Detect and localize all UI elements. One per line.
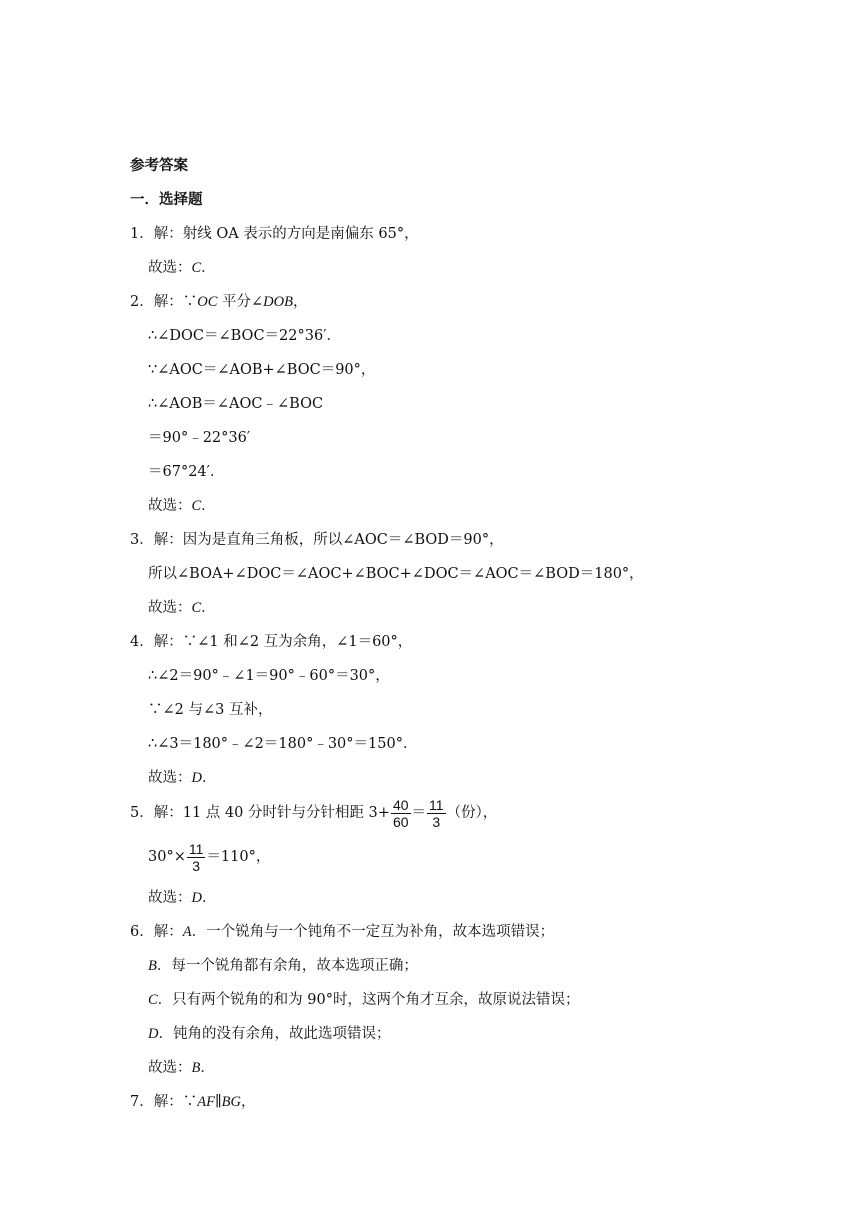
q4-line-4: ∴∠3＝180°﹣∠2＝180°﹣30°＝150°． — [148, 736, 418, 752]
fraction-40-60: $\frac{40}{60}$ — [392, 796, 409, 830]
q2-line-5: ＝90°﹣22°36′ — [148, 430, 251, 446]
fraction-11-3-second: $\frac{11}{3}$ — [188, 840, 204, 874]
q2-answer: 故选：C． — [148, 498, 216, 514]
q3-line-2: 所以∠BOA+∠DOC＝∠AOC+∠BOC+∠DOC＝∠AOC＝∠BOD＝180°， — [148, 566, 644, 582]
q6-line-4: D．钝角的没有余角，故此选项错误； — [148, 1026, 391, 1042]
section-title: 一．选择题 — [130, 191, 203, 208]
q4-line-2: ∴∠2＝90°﹣∠1＝90°﹣60°＝30°， — [148, 668, 390, 684]
q2-line-1: 2．解：∵OC 平分∠DOB， — [130, 294, 308, 310]
q6-answer: 故选：B． — [148, 1060, 215, 1076]
q3-answer: 故选：C． — [148, 600, 216, 616]
q5-line-2: 30°× $\frac{11}{3}$ ＝110°， — [148, 840, 271, 874]
fraction-11-3: $\frac{11}{3}$ — [429, 796, 444, 830]
q2-line-3: ∵∠AOC＝∠AOB+∠BOC＝90°， — [148, 362, 376, 378]
q2-line-4: ∴∠AOB＝∠AOC﹣∠BOC — [148, 396, 324, 412]
q6-line-2: B．每一个锐角都有余角，故本选项正确； — [148, 958, 418, 974]
q3-line-1: 3．解：因为是直角三角板，所以∠AOC＝∠BOD＝90°， — [130, 532, 504, 548]
q5-line-1: 5．解：11 点 40 分时针与分针相距 3+ $\frac{40}{60}$ ＝ $\frac{11}{3}$ （份）， — [130, 796, 498, 830]
q4-answer: 故选：D． — [148, 770, 217, 786]
page-heading: 参考答案 — [130, 157, 188, 174]
q1-answer: 故选：C． — [148, 260, 216, 276]
q4-line-1: 4．解：∵∠1 和∠2 互为余角，∠1＝60°， — [130, 634, 413, 650]
q7-line-1: 7．解：∵AF∥BG， — [130, 1094, 256, 1110]
q5-answer: 故选：D． — [148, 890, 217, 906]
q2-line-2: ∴∠DOC＝∠BOC＝22°36′． — [148, 328, 341, 344]
q6-line-3: C．只有两个锐角的和为 90°时，这两个角才互余，故原说法错误； — [148, 992, 580, 1008]
q2-line-6: ＝67°24′． — [148, 464, 225, 480]
q6-line-1: 6．解：A．一个锐角与一个钝角不一定互为补角，故本选项错误； — [130, 924, 555, 940]
q4-line-3: ∵∠2 与∠3 互补， — [148, 702, 273, 718]
q1-line-1: 1．解：射线 OA 表示的方向是南偏东 65°， — [130, 226, 419, 242]
